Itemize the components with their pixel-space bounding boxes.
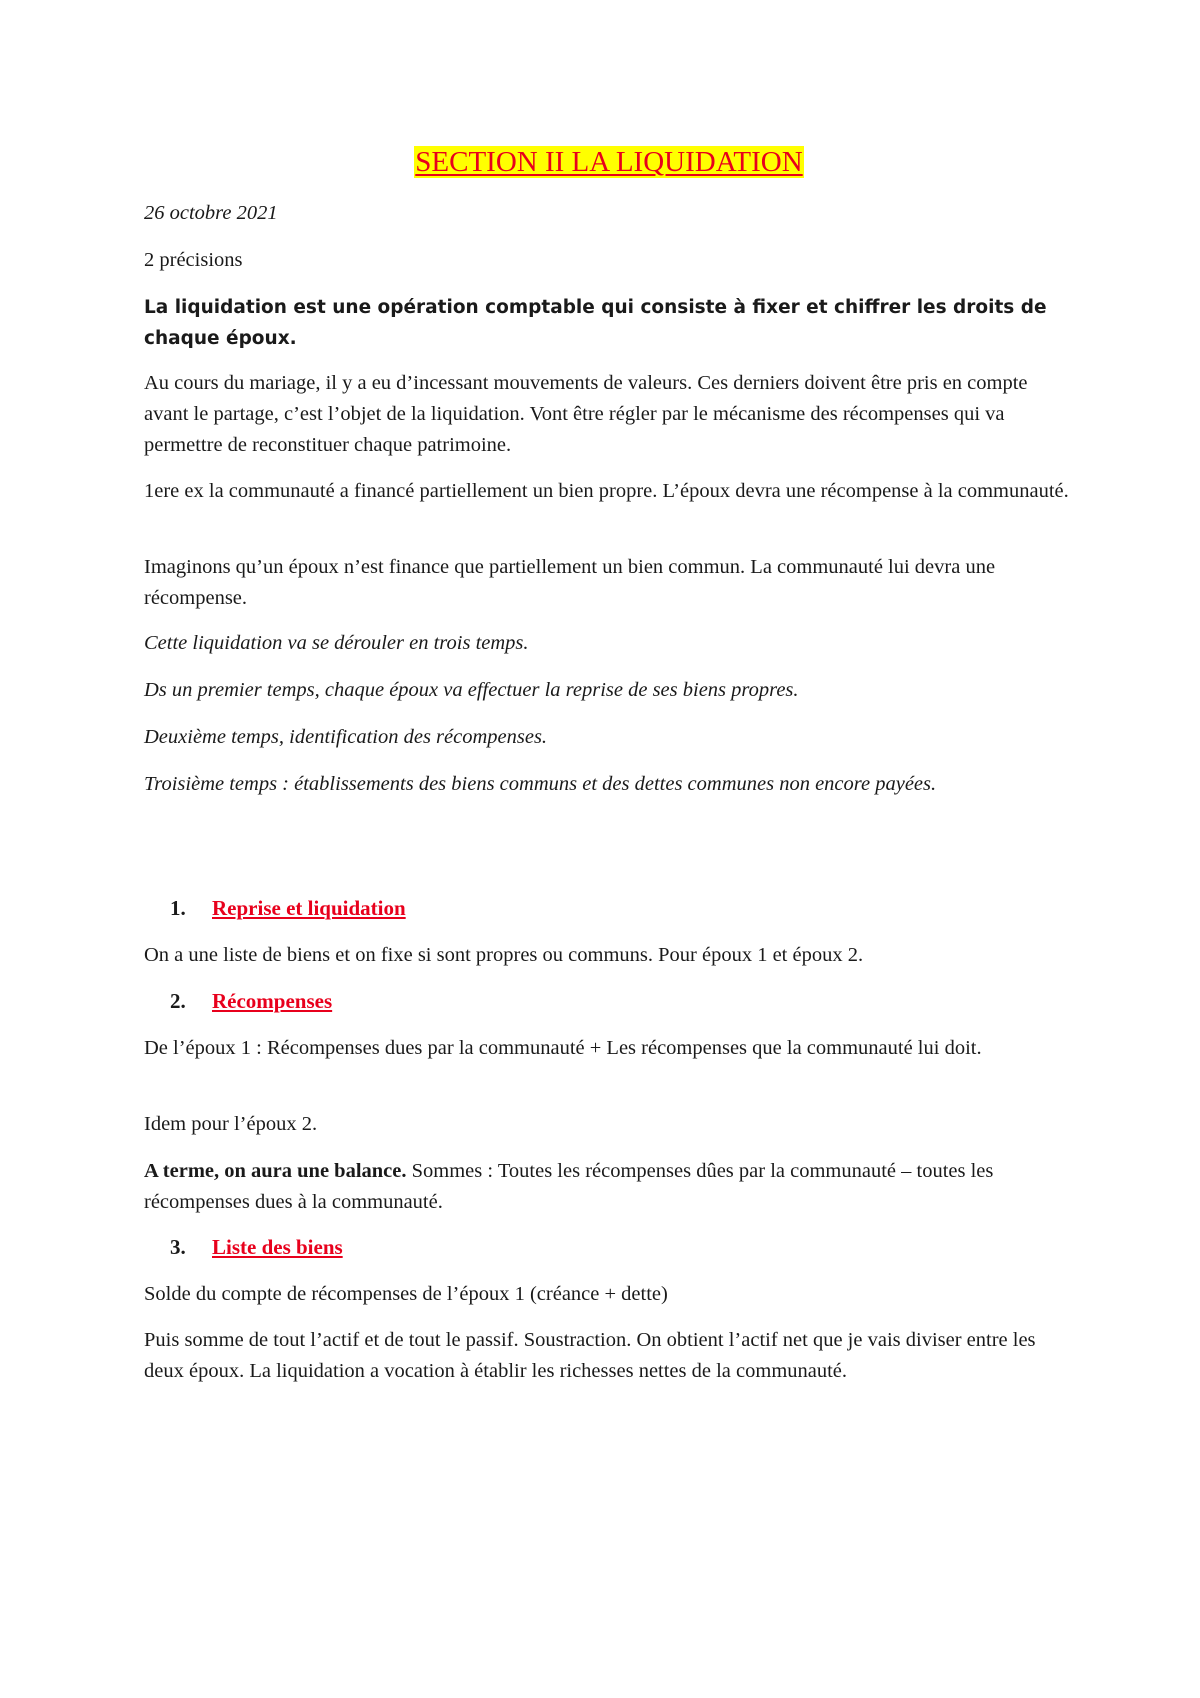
date-line: 26 octobre 2021 <box>144 202 278 224</box>
balance-bold: A terme, on aura une balance. <box>144 1160 407 1182</box>
italic-trois-temps: Cette liquidation va se dérouler en trois temps. <box>144 632 529 654</box>
section-label: Liste des biens <box>212 1235 343 1259</box>
section-number: 2. <box>170 989 186 1013</box>
definition-paragraph: La liquidation est une opération comptable qui consiste à fixer et chiffrer les droits de chaque époux. <box>144 297 1047 349</box>
italic-premier-temps: Ds un premier temps, chaque époux va effectuer la reprise de ses biens propres. <box>144 679 799 701</box>
section-heading-1 <box>170 893 406 924</box>
section-heading-2 <box>170 986 332 1017</box>
section-number: 1. <box>170 896 186 920</box>
page-title <box>144 142 1074 182</box>
section-heading-3 <box>170 1232 343 1263</box>
paragraph-exemple: 1ere ex la communauté a financé partiellement un bien propre. L’époux devra une récompense à la communauté. <box>144 480 1069 502</box>
paragraph-imaginons: Imaginons qu’un époux n’est finance que partiellement un bien commun. La communauté lui devra une récompense. <box>144 556 996 609</box>
section-2-idem: Idem pour l’époux 2. <box>144 1113 318 1135</box>
paragraph-mouvements: Au cours du mariage, il y a eu d’incessant mouvements de valeurs. Ces derniers doivent être pris en compte avant le partage, c’est l’objet de la liquidation. Vont être régler par le mécanisme des récompenses qui va permettre de reconstituer chaque patrimoine. <box>144 372 1028 456</box>
precisions-line: 2 précisions <box>144 249 243 271</box>
section-3-body: Solde du compte de récompenses de l’époux 1 (créance + dette) <box>144 1283 668 1305</box>
section-2-balance <box>144 1156 1074 1218</box>
section-2-body: De l’époux 1 : Récompenses dues par la communauté + Les récompenses que la communauté lui doit. <box>144 1037 982 1059</box>
section-1-body: On a une liste de biens et on fixe si sont propres ou communs. Pour époux 1 et époux 2. <box>144 944 864 966</box>
balance-rest: Sommes : Toutes les récompenses dûes par la communauté – toutes les récompenses dues à la communauté. <box>144 1160 994 1213</box>
italic-troisieme-temps: Troisième temps : établissements des biens communs et des dettes communes non encore payées. <box>144 773 937 795</box>
italic-deuxieme-temps: Deuxième temps, identification des récompenses. <box>144 726 548 748</box>
title-highlight: SECTION II LA LIQUIDATION <box>415 146 803 178</box>
section-number: 3. <box>170 1235 186 1259</box>
section-label: Reprise et liquidation <box>212 896 406 920</box>
section-3-body-2: Puis somme de tout l’actif et de tout le passif. Soustraction. On obtient l’actif net que je vais diviser entre les deux époux. La liquidation a vocation à établir les richesses nettes de la communauté. <box>144 1329 1036 1382</box>
section-label: Récompenses <box>212 989 333 1013</box>
